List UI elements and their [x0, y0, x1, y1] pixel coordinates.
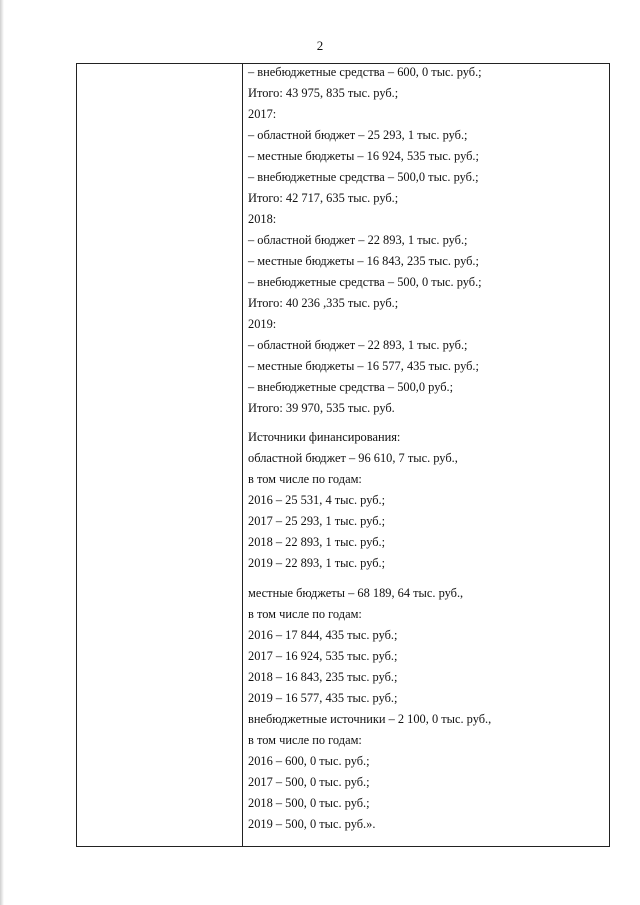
text-line: – областной бюджет – 22 893, 1 тыс. руб.; [248, 233, 468, 247]
text-line: внебюджетные источники – 2 100, 0 тыс. руб., [248, 712, 492, 726]
text-line: 2019 – 500, 0 тыс. руб.». [248, 817, 376, 831]
document-table [76, 63, 610, 847]
text-line: в том числе по годам: [248, 472, 362, 486]
text-line: – областной бюджет – 22 893, 1 тыс. руб.; [248, 338, 468, 352]
text-line: в том числе по годам: [248, 607, 362, 621]
text-line: 2016 – 17 844, 435 тыс. руб.; [248, 628, 398, 642]
page-number: 2 [316, 38, 324, 53]
text-line: – местные бюджеты – 16 577, 435 тыс. руб.; [248, 359, 479, 373]
text-line: 2017 – 500, 0 тыс. руб.; [248, 775, 370, 789]
text-line: – областной бюджет – 25 293, 1 тыс. руб.; [248, 128, 468, 142]
text-line: – внебюджетные средства – 500,0 руб.; [248, 380, 454, 394]
text-line: Источники финансирования: [248, 430, 401, 444]
table-right-cell [243, 64, 609, 846]
text-line: 2018 – 16 843, 235 тыс. руб.; [248, 670, 398, 684]
text-line: Итого: 40 236 ,335 тыс. руб.; [248, 296, 399, 310]
table-left-cell [77, 64, 243, 846]
text-line: – местные бюджеты – 16 843, 235 тыс. руб.; [248, 254, 479, 268]
text-line: – местные бюджеты – 16 924, 535 тыс. руб.; [248, 149, 479, 163]
text-line: – внебюджетные средства – 500,0 тыс. руб.; [248, 170, 479, 184]
text-line: – внебюджетные средства – 500, 0 тыс. руб.; [248, 275, 482, 289]
text-line: Итого: 43 975, 835 тыс. руб.; [248, 86, 399, 100]
text-line: местные бюджеты – 68 189, 64 тыс. руб., [248, 586, 464, 600]
scan-edge-shadow [0, 0, 4, 905]
text-line: Итого: 42 717, 635 тыс. руб.; [248, 191, 399, 205]
text-line: 2016 – 600, 0 тыс. руб.; [248, 754, 370, 768]
text-line: – внебюджетные средства – 600, 0 тыс. руб.; [248, 65, 482, 79]
text-line: 2016 – 25 531, 4 тыс. руб.; [248, 493, 386, 507]
text-line: областной бюджет – 96 610, 7 тыс. руб., [248, 451, 458, 465]
text-line: 2017 – 16 924, 535 тыс. руб.; [248, 649, 398, 663]
text-line: 2019 – 16 577, 435 тыс. руб.; [248, 691, 398, 705]
text-line: 2018 – 22 893, 1 тыс. руб.; [248, 535, 386, 549]
text-line: Итого: 39 970, 535 тыс. руб. [248, 401, 395, 415]
text-line: 2017: [248, 107, 277, 121]
text-line: 2019: [248, 317, 277, 331]
text-line: 2018: [248, 212, 277, 226]
text-line: 2018 – 500, 0 тыс. руб.; [248, 796, 370, 810]
text-line: 2017 – 25 293, 1 тыс. руб.; [248, 514, 386, 528]
text-line: 2019 – 22 893, 1 тыс. руб.; [248, 556, 386, 570]
text-line: в том числе по годам: [248, 733, 362, 747]
